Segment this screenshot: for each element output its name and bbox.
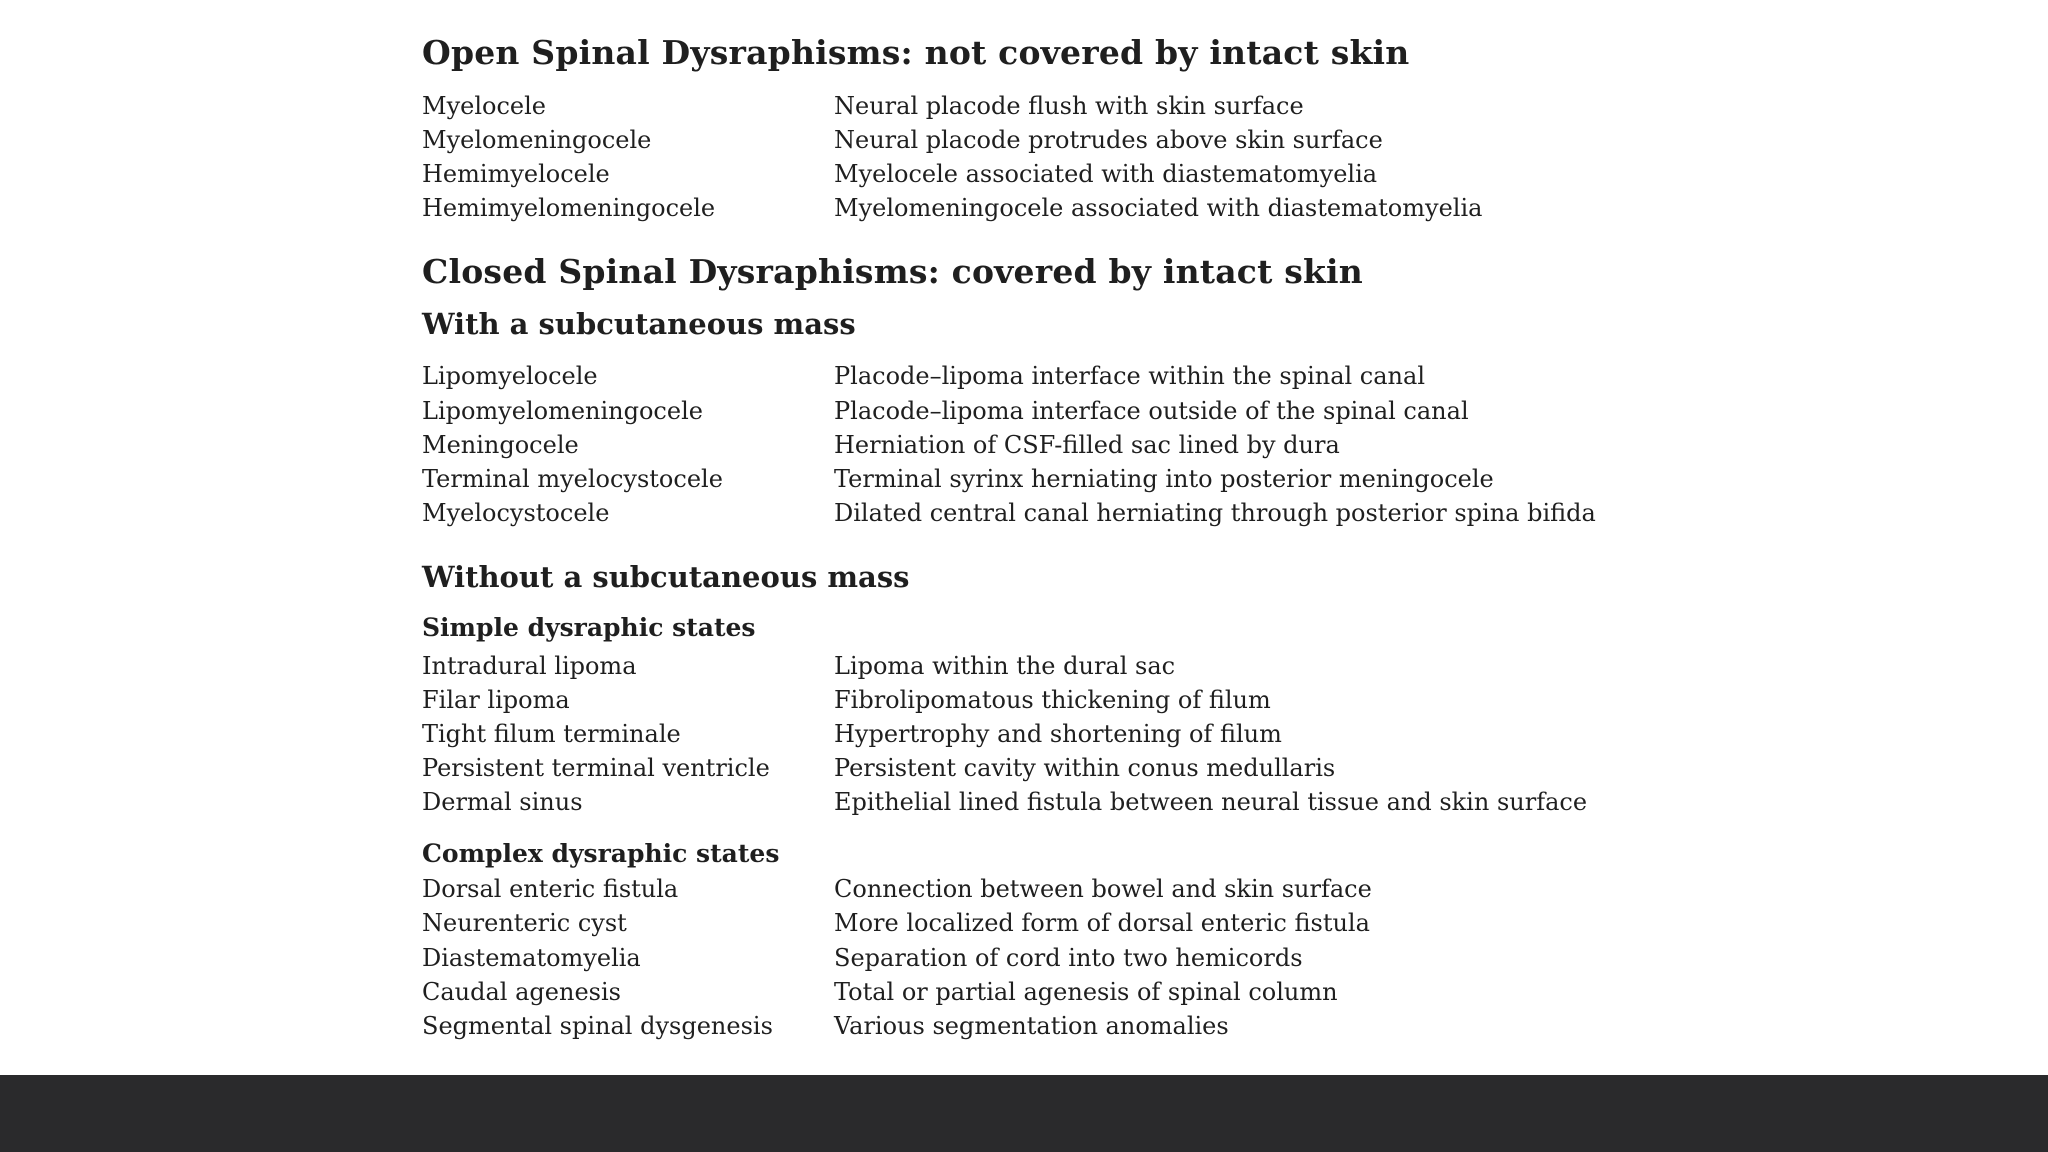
term: Myelocystocele	[422, 499, 610, 527]
term: Filar lipoma	[422, 686, 570, 714]
term: Hemimyelocele	[422, 160, 610, 188]
table-row	[422, 465, 1622, 499]
term: Hemimyelomeningocele	[422, 194, 716, 222]
description: Various segmentation anomalies	[834, 1012, 1229, 1040]
complex-states-heading: Complex dysraphic states	[422, 839, 780, 868]
table-row	[422, 909, 1622, 943]
term: Meningocele	[422, 431, 579, 459]
description: Myelomeningocele associated with diastematomyelia	[834, 194, 1483, 222]
description: Epithelial lined fistula between neural tissue and skin surface	[834, 788, 1588, 816]
description: Total or partial agenesis of spinal column	[834, 978, 1338, 1006]
term: Dermal sinus	[422, 788, 583, 816]
term: Persistent terminal ventricle	[422, 754, 770, 782]
open-section-title: Open Spinal Dysraphisms: not covered by intact skin	[422, 33, 1410, 72]
term: Lipomyelocele	[422, 362, 598, 390]
table-row	[422, 720, 1622, 754]
description: Herniation of CSF-filled sac lined by dura	[834, 431, 1340, 459]
term: Intradural lipoma	[422, 652, 637, 680]
term: Diastematomyelia	[422, 944, 641, 972]
simple-states-heading: Simple dysraphic states	[422, 613, 756, 642]
description: Placode–lipoma interface within the spinal canal	[834, 362, 1425, 390]
description: Lipoma within the dural sac	[834, 652, 1176, 680]
table-row	[422, 944, 1622, 978]
term: Tight filum terminale	[422, 720, 681, 748]
description: Neural placode flush with skin surface	[834, 92, 1304, 120]
table-row	[422, 788, 1622, 822]
description: Myelocele associated with diastematomyelia	[834, 160, 1378, 188]
table-row	[422, 652, 1622, 686]
closed-section-title: Closed Spinal Dysraphisms: covered by intact skin	[422, 252, 1363, 291]
table-row	[422, 362, 1622, 396]
description: Terminal syrinx herniating into posterior meningocele	[834, 465, 1494, 493]
description: Dilated central canal herniating through posterior spina bifida	[834, 499, 1596, 527]
table-row	[422, 499, 1622, 533]
table-row	[422, 397, 1622, 431]
table-row	[422, 1012, 1622, 1046]
description: Persistent cavity within conus medullaris	[834, 754, 1336, 782]
table-row	[422, 754, 1622, 788]
term: Dorsal enteric fistula	[422, 875, 679, 903]
term: Caudal agenesis	[422, 978, 621, 1006]
description: Hypertrophy and shortening of filum	[834, 720, 1282, 748]
term: Myelomeningocele	[422, 126, 652, 154]
description: Neural placode protrudes above skin surface	[834, 126, 1383, 154]
footer-bar	[0, 1075, 2048, 1152]
term: Myelocele	[422, 92, 546, 120]
table-row	[422, 686, 1622, 720]
table-row	[422, 194, 1622, 228]
term: Neurenteric cyst	[422, 909, 627, 937]
with-mass-subheading: With a subcutaneous mass	[422, 307, 856, 341]
term: Lipomyelomeningocele	[422, 397, 703, 425]
term: Segmental spinal dysgenesis	[422, 1012, 773, 1040]
table-row	[422, 160, 1622, 194]
description: Fibrolipomatous thickening of filum	[834, 686, 1271, 714]
description: More localized form of dorsal enteric fistula	[834, 909, 1370, 937]
description: Connection between bowel and skin surface	[834, 875, 1372, 903]
without-mass-subheading: Without a subcutaneous mass	[422, 560, 910, 594]
description: Separation of cord into two hemicords	[834, 944, 1303, 972]
description: Placode–lipoma interface outside of the spinal canal	[834, 397, 1469, 425]
table-row	[422, 875, 1622, 909]
table-row	[422, 978, 1622, 1012]
table-row	[422, 431, 1622, 465]
term: Terminal myelocystocele	[422, 465, 723, 493]
table-row	[422, 126, 1622, 160]
table-row	[422, 92, 1622, 126]
